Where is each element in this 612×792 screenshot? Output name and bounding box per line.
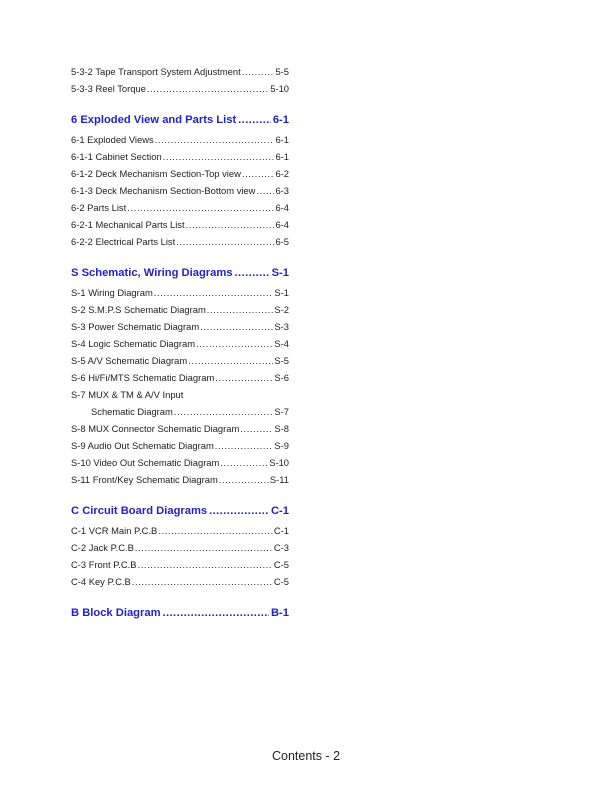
section-heading-page: S-1 — [271, 267, 289, 279]
toc-entry[interactable]: S-11 Front/Key Schematic Diagram ..... S-11 — [71, 471, 289, 488]
toc-entry[interactable]: S-7 MUX & TM & A/V Input — [71, 389, 184, 400]
toc-entry-page: 5-10 — [270, 83, 289, 94]
toc-entry[interactable]: 6-1-1 Cabinet Section ..... 6-1 — [71, 148, 289, 165]
section-heading[interactable] — [71, 502, 289, 520]
toc-block-5-3 — [71, 63, 289, 97]
toc-entry-page: 5-5 — [275, 66, 289, 77]
toc-entry[interactable]: S-5 A/V Schematic Diagram ..... S-5 — [71, 352, 289, 369]
toc-entry[interactable]: S-3 Power Schematic Diagram ..... S-3 — [71, 318, 289, 335]
toc-entry[interactable]: S-10 Video Out Schematic Diagram ..... S-10 — [71, 454, 289, 471]
toc-entry[interactable]: S-2 S.M.P.S Schematic Diagram ..... S-2 — [71, 301, 289, 318]
toc-entry[interactable]: C-1 VCR Main P.C.B ..... C-1 — [71, 522, 289, 539]
toc-entry-label: 5-3-3 Reel Torque — [71, 83, 146, 94]
section-heading[interactable] — [71, 111, 289, 129]
toc-entry[interactable]: 6-1-2 Deck Mechanism Section-Top view ..... 6-2 — [71, 165, 289, 182]
toc-entry[interactable]: S-4 Logic Schematic Diagram ..... S-4 — [71, 335, 289, 352]
toc-entry[interactable]: 6-1 Exploded Views ..... 6-1 — [71, 131, 289, 148]
section-heading-label: S Schematic, Wiring Diagrams — [71, 267, 233, 279]
section-heading[interactable] — [71, 264, 289, 282]
toc-entry[interactable] — [71, 80, 289, 97]
toc-entry[interactable]: C-2 Jack P.C.B ..... C-3 — [71, 539, 289, 556]
toc-section-c — [71, 502, 289, 590]
section-heading-label: 6 Exploded View and Parts List — [71, 114, 237, 126]
toc-entry[interactable]: 6-2 Parts List ..... 6-4 — [71, 199, 289, 216]
toc-entry[interactable] — [71, 63, 289, 80]
toc-entry[interactable]: C-3 Front P.C.B ..... C-5 — [71, 556, 289, 573]
section-heading-page: 6-1 — [272, 114, 289, 126]
toc-entry[interactable]: 6-2-1 Mechanical Parts List ..... 6-4 — [71, 216, 289, 233]
toc-entry-label: 5-3-2 Tape Transport System Adjustment — [71, 66, 241, 77]
toc-entry[interactable]: S-6 Hi/Fi/MTS Schematic Diagram ..... S-6 — [71, 369, 289, 386]
section-heading-label: B Block Diagram — [71, 607, 161, 619]
section-heading-page: B-1 — [270, 607, 289, 619]
toc-section-b — [71, 604, 289, 622]
toc-entry[interactable]: 6-2-2 Electrical Parts List ..... 6-5 — [71, 233, 289, 250]
toc-section-s — [71, 264, 289, 488]
toc-entry[interactable]: C-4 Key P.C.B ..... C-5 — [71, 573, 289, 590]
toc-entry[interactable]: S-1 Wiring Diagram ..... S-1 — [71, 284, 289, 301]
toc-section-6 — [71, 111, 289, 250]
section-heading-page: C-1 — [270, 505, 289, 517]
section-heading[interactable] — [71, 604, 289, 622]
table-of-contents — [71, 63, 289, 636]
toc-entry[interactable]: S-9 Audio Out Schematic Diagram ..... S-9 — [71, 437, 289, 454]
toc-entry[interactable]: 6-1-3 Deck Mechanism Section-Bottom view ..... 6-3 — [71, 182, 289, 199]
toc-entry[interactable]: S-8 MUX Connector Schematic Diagram ..... S-8 — [71, 420, 289, 437]
page-footer: Contents - 2 — [272, 749, 341, 763]
toc-entry[interactable]: Schematic Diagram ..... S-7 — [71, 403, 289, 420]
section-heading-label: C Circuit Board Diagrams — [71, 505, 208, 517]
